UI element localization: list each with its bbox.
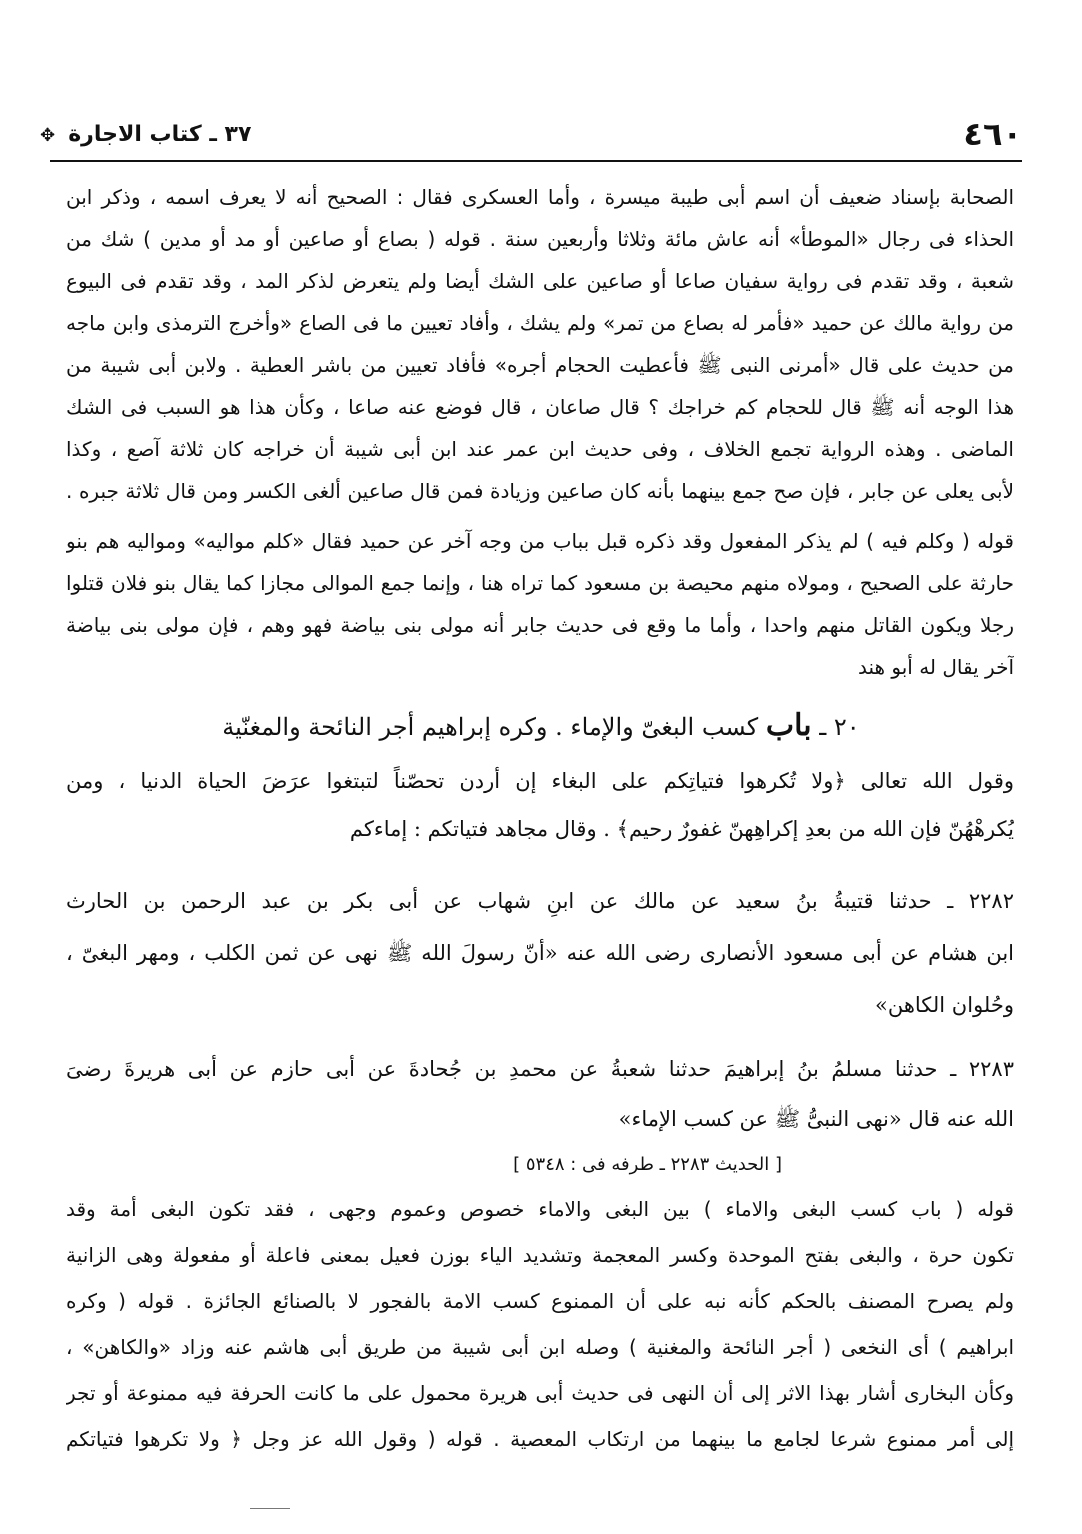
commentary-line: قوله ( وكلم فيه ) لم يذكر المفعول وقد ذكره قبل بباب من وجه آخر عن حميد فقال «كلم مواليه» ومواليه هم بنو (66, 529, 1014, 553)
commentary-line: الصحابة بإسناد ضعيف أن اسم أبى طيبة ميسرة ، وأما العسكرى فقال : الصحيح أنه لا يعرف اسمه ، وذكر ابن (66, 185, 1014, 209)
chapter-heading (0, 706, 1082, 747)
quran-citation-line: يُكرهْهُنّ فإن الله من بعدِ إكراهِهنّ غفورٌ رحيم﴾ . وقال مجاهد فتياتكم : إماءكم (349, 817, 1014, 841)
chapter-bab-label: باب (765, 708, 812, 743)
commentary-line: حارثة على الصحيح ، ومولاه منهم محيصة بن مسعود كما تراه هنا ، وإنما جمع الموالى مجازا كما يقال بنو فلان قتلوا (66, 571, 1014, 595)
running-title: ٣٧ ـ كتاب الاجارة (68, 121, 252, 147)
hadith-reference-note: [ الحديث ٢٢٨٣ ـ طرفه فى : ٥٣٤٨ ] (513, 1154, 782, 1175)
commentary-line: ابراهيم ) أى النخعى ( أجر النائحة والمغنية ) وصله ابن أبى شيبة من طريق أبى هاشم عنه وزاد «والكاهن» ، (66, 1335, 1014, 1359)
header-rule (50, 160, 1022, 162)
commentary-line: شعبة ، وقد تقدم فى رواية سفيان صاعا أو صاعين على الشك أيضا ولم يتعرض لذكر المد ، وقد تقدم فى البيوع (66, 269, 1014, 293)
chapter-title: كسب البغىّ والإماء . وكره إبراهيم أجر النائحة والمغنّية (222, 713, 759, 741)
page-number: ٤٦٠ (963, 115, 1022, 153)
commentary-line: الحذاء فى رجال «الموطأ» أنه عاش مائة وثلاثا وأربعين سنة . قوله ( بصاع أو صاعين أو مد أو مدين ) شك من (66, 227, 1014, 251)
hadith-line: ٢٢٨٣ ـ حدثنا مسلمُ بنُ إبراهيمَ حدثنا شعبةُ عن محمدِ بن جُحادةَ عن أبى حازم عن أبى هريرةَ رضىَ (66, 1057, 1014, 1081)
commentary-line: الماضى . وهذه الرواية تجمع الخلاف ، وفى حديث ابن عمر عند ابن أبى شيبة أن خراجه كان ثلاثة آصع ، وكذا (66, 437, 1014, 461)
commentary-line: تكون حرة ، والبغى بفتح الموحدة وكسر المعجمة وتشديد الياء بوزن فعيل بمعنى فاعلة أو مفعولة وهى الزانية (66, 1243, 1014, 1267)
hadith-line: ابن هشام عن أبى مسعود الأنصارى رضى الله عنه «أنّ رسولَ الله ﷺ نهى عن ثمن الكلب ، ومهر البغىّ ، (66, 941, 1014, 965)
commentary-line: وكأن البخارى أشار بهذا الاثر إلى أن النهى فى حديث أبى هريرة محمول على ما كانت الحرفة فيه ممنوعة أو تجر (66, 1381, 1014, 1405)
commentary-line: هذا الوجه أنه ﷺ قال للحجام كم خراجك ؟ قال صاعان ، قال فوضع عنه صاعا ، وكأن هذا هو السبب فى الشك (66, 395, 1014, 419)
commentary-line: رجلا ويكون القاتل منهم واحدا ، وأما ما وقع فى حديث جابر أنه مولى بنى بياضة فهو وهم ، فإن مولى بنى بياضة (66, 613, 1014, 637)
commentary-line: من رواية مالك عن حميد «فأمر له بصاع من تمر» ولم يشك ، وأفاد تعيين ما فى الصاع «وأخرج الترمذى وابن ماجه (66, 311, 1014, 335)
commentary-line: من حديث على قال «أمرنى النبى ﷺ فأعطيت الحجام أجره» فأفاد تعيين من باشر العطية . ولابن أبى شيبة من (66, 353, 1014, 377)
commentary-line: قوله ( باب كسب البغى والاماء ) بين البغى والاماء خصوص وعموم وجهى ، فقد تكون البغى أمة وقد (66, 1197, 1014, 1221)
ornament-icon: ✥ (40, 124, 56, 146)
chapter-number: ٢٠ ـ (819, 713, 860, 741)
hadith-line: ٢٢٨٢ ـ حدثنا قتيبةُ بنُ سعيد عن مالك عن ابنِ شهاب عن أبى بكر بن عبد الرحمن بن الحارث (66, 889, 1014, 913)
footer-rule (250, 1508, 290, 1509)
hadith-line: الله عنه قال «نهى النبىُّ ﷺ عن كسب الإماء» (618, 1107, 1014, 1131)
commentary-line: آخر يقال له أبو هند (857, 655, 1014, 679)
running-title-wrap (40, 122, 251, 147)
running-header (40, 112, 1022, 156)
commentary-line: لأبى يعلى عن جابر ، فإن صح جمع بينهما بأنه كان صاعين وزيادة فمن قال صاعين ألغى الكسر ومن قال ثلاثة جبره . (66, 479, 1014, 503)
quran-citation-line: وقول الله تعالى ﴿ولا تُكرهوا فتياتِكم على البغاء إن أردن تحصّناً لتبتغوا عرَضَ الحياة الدنيا ، ومن (66, 769, 1014, 793)
commentary-line: إلى أمر ممنوع شرعا لجامع ما بينهما من ارتكاب المعصية . قوله ( وقول الله عز وجل ﴿ ولا تكرهوا فتياتكم (66, 1427, 1014, 1451)
commentary-line: ولم يصرح المصنف بالحكم كأنه نبه على أن الممنوع كسب الامة بالفجور لا بالصنائع الجائزة . قوله ( وكره (66, 1289, 1014, 1313)
hadith-line: وحُلوان الكاهن» (875, 993, 1014, 1017)
